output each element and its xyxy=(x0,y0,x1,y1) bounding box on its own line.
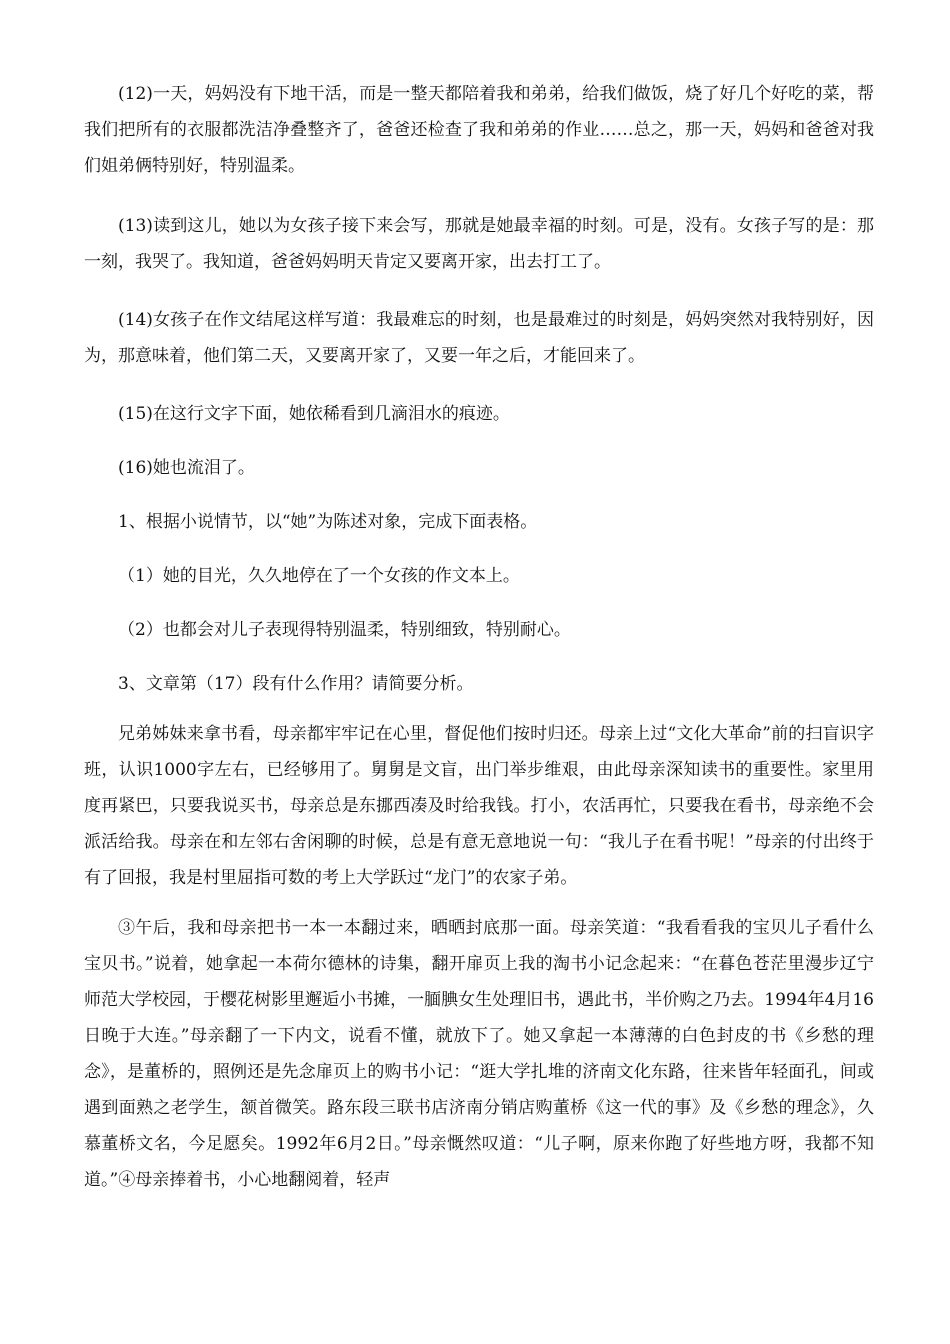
paragraph-13: (13)读到这儿，她以为女孩子接下来会写，那就是她最幸福的时刻。可是，没有。女孩子写的是：那一刻，我哭了。我知道，爸爸妈妈明天肯定又要离开家，出去打工了。 xyxy=(84,216,874,272)
passage-paragraph-3: ③午后，我和母亲把书一本一本翻过来，晒晒封底那一面。母亲笑道：“我看看我的宝贝儿子看什么宝贝书。”说着，她拿起一本荷尔德林的诗集，翻开扉页上我的淘书小记念起来：“在暮色苍茫里漫步辽宁师范大学校园，于樱花树影里邂逅小书摊，一腼腆女生处理旧书，遇此书，半价购之乃去。1994年4月16日晚于大连。”母亲翻了一下内文，说看不懂，就放下了。她又拿起一本薄薄的白色封皮的书《乡愁的理念》，是董桥的，照例还是先念扉页上的购书小记：“逛大学扎堆的济南文化东路，往来皆年轻面孔，间或遇到面熟之老学生，颔首微笑。路东段三联书店济南分销店购董桥《这一代的事》及《乡愁的理念》，久慕董桥文名，今足愿矣。1992年6月2日。”母亲慨然叹道：“儿子啊，原来你跑了好些地方呀，我都不知道。”④母亲捧着书，小心地翻阅着，轻声 xyxy=(84,918,874,1190)
paragraph-14: (14)女孩子在作文结尾这样写道：我最难忘的时刻，也是最难过的时刻是，妈妈突然对我特别好，因为，那意味着，他们第二天，又要离开家了，又要一年之后，才能回来了。 xyxy=(84,310,874,366)
question-1: 1、根据小说情节，以“她”为陈述对象，完成下面表格。 xyxy=(118,512,538,532)
paragraph-15: (15)在这行文字下面，她依稀看到几滴泪水的痕迹。 xyxy=(118,404,510,424)
question-3: 3、文章第（17）段有什么作用？请简要分析。 xyxy=(118,674,474,694)
answer-item-1: （1）她的目光，久久地停在了一个女孩的作文本上。 xyxy=(118,566,520,586)
paragraph-16: (16)她也流泪了。 xyxy=(118,458,255,478)
answer-item-2: （2）也都会对儿子表现得特别温柔，特别细致，特别耐心。 xyxy=(118,620,571,640)
passage-paragraph-books: 兄弟姊妹来拿书看，母亲都牢牢记在心里，督促他们按时归还。母亲上过“文化大革命”前的扫盲识字班，认识1000字左右，已经够用了。舅舅是文盲，出门举步维艰，由此母亲深知读书的重要性。家里用度再紧巴，只要我说买书，母亲总是东挪西凑及时给我钱。打小，农活再忙，只要我在看书，母亲绝不会派活给我。母亲在和左邻右舍闲聊的时候，总是有意无意地说一句：“我儿子在看书呢！”母亲的付出终于有了回报，我是村里屈指可数的考上大学跃过“龙门”的农家子弟。 xyxy=(84,724,874,888)
paragraph-12: (12)一天，妈妈没有下地干活，而是一整天都陪着我和弟弟，给我们做饭，烧了好几个好吃的菜，帮我们把所有的衣服都洗洁净叠整齐了，爸爸还检查了我和弟弟的作业……总之，那一天，妈妈和爸爸对我们姐弟俩特别好，特别温柔。 xyxy=(84,84,874,176)
